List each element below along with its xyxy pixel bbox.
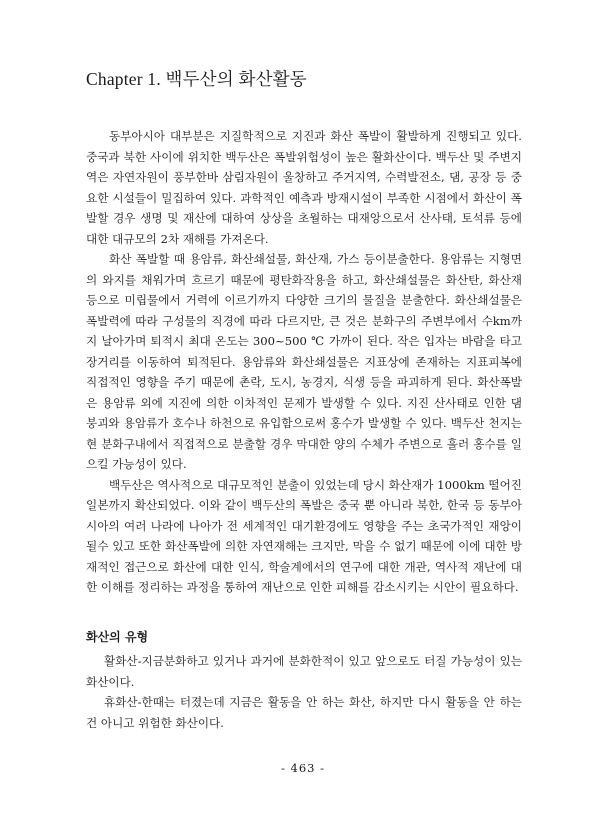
section-heading: 화산의 유형: [86, 630, 149, 644]
chapter-title: Chapter 1. 백두산의 화산활동: [86, 69, 307, 89]
paragraph: 백두산은 역사적으로 대규모적인 분출이 있었는데 당시 화산재가 1000km 떨어진 일본까지 확산되었다. 이와 같이 백두산의 폭발은 중국 뿐 아니라 북한, 한국 등 동부아시아의 여러 나라에 나아가 전 세계적인 대기환경에도 영향을 주는 초국가적인 재앙이 될수 있고 또한 화산폭발에 의한 자연재해는 크지만, 막을 수 없기 때문에 이에 대한 방재적인 접근으로 화산에 대한 인식, 학술계에서의 연구에 대한 개관, 역사적 재난에 대한 이해를 정리하는 과정을 통하여 재난으로 인한 피해를 감소시키는 시안이 필요하다.: [86, 477, 522, 594]
volcano-type-item: 휴화산-한때는 터졌는데 지금은 활동을 안 하는 화산, 하지만 다시 활동을 안 하는 건 아니고 위험한 화산이다.: [86, 695, 522, 730]
paragraph: 화산 폭발할 때 용암류, 화산쇄설물, 화산재, 가스 등이분출한다. 용암류는 지형면의 와지를 채워가며 흐르기 때문에 평탄화작용을 하고, 화산쇄설물은 화산탄, 화산재 등으로 미립물에서 거력에 이르기까지 다양한 크기의 물질을 분출한다. 화산쇄설물은 폭발력에 따라 구성물의 직경에 따라 다르지만, 큰 것은 분화구의 주변부에서 수km까지 날아가며 퇴적시 최대 온도는 300~500 ℃ 가까이 된다. 작은 입자는 바람을 타고 장거리를 이동하여 퇴적된다. 용암류와 화산쇄설물은 지표상에 존재하는 지표피복에 직접적인 영향을 주기 때문에 촌락, 도시, 농경지, 식생 등을 파괴하게 된다. 화산폭발은 용암류 외에 지진에 의한 이차적인 문제가 발생할 수 있다. 지진 산사태로 인한 댐 붕괴와 용암류가 호수나 하천으로 유입함으로써 홍수가 발생할 수 있다. 백두산 천지는 현 분화구내에서 직접적으로 분출할 경우 막대한 양의 수체가 주변으로 흘러 홍수를 일으킬 가능성이 있다.: [86, 252, 522, 471]
volcano-types-list: [86, 651, 522, 733]
page-number: - 463 -: [280, 761, 326, 775]
volcano-type-item: 활화산-지금분화하고 있거나 과거에 분화한적이 있고 앞으로도 터질 가능성이 있는 화산이다.: [86, 654, 522, 689]
paragraph: 동부아시아 대부분은 지질학적으로 지진과 화산 폭발이 활발하게 진행되고 있다. 중국과 북한 사이에 위치한 백두산은 폭발위험성이 높은 활화산이다. 백두산 및 주변지역은 자연자원이 풍부한바 삼림자원이 울창하고 주거지역, 수력발전소, 댐, 공장 등 중요한 시설들이 밀집하여 있다. 과학적인 예측과 방재시설이 부족한 시점에서 화산이 폭발할 경우 생명 및 재산에 대하여 상상을 초월하는 대재앙으로서 산사태, 토석류 등에 대한 대규모의 2차 재해를 가져온다.: [86, 129, 522, 246]
body-text: [86, 126, 522, 598]
